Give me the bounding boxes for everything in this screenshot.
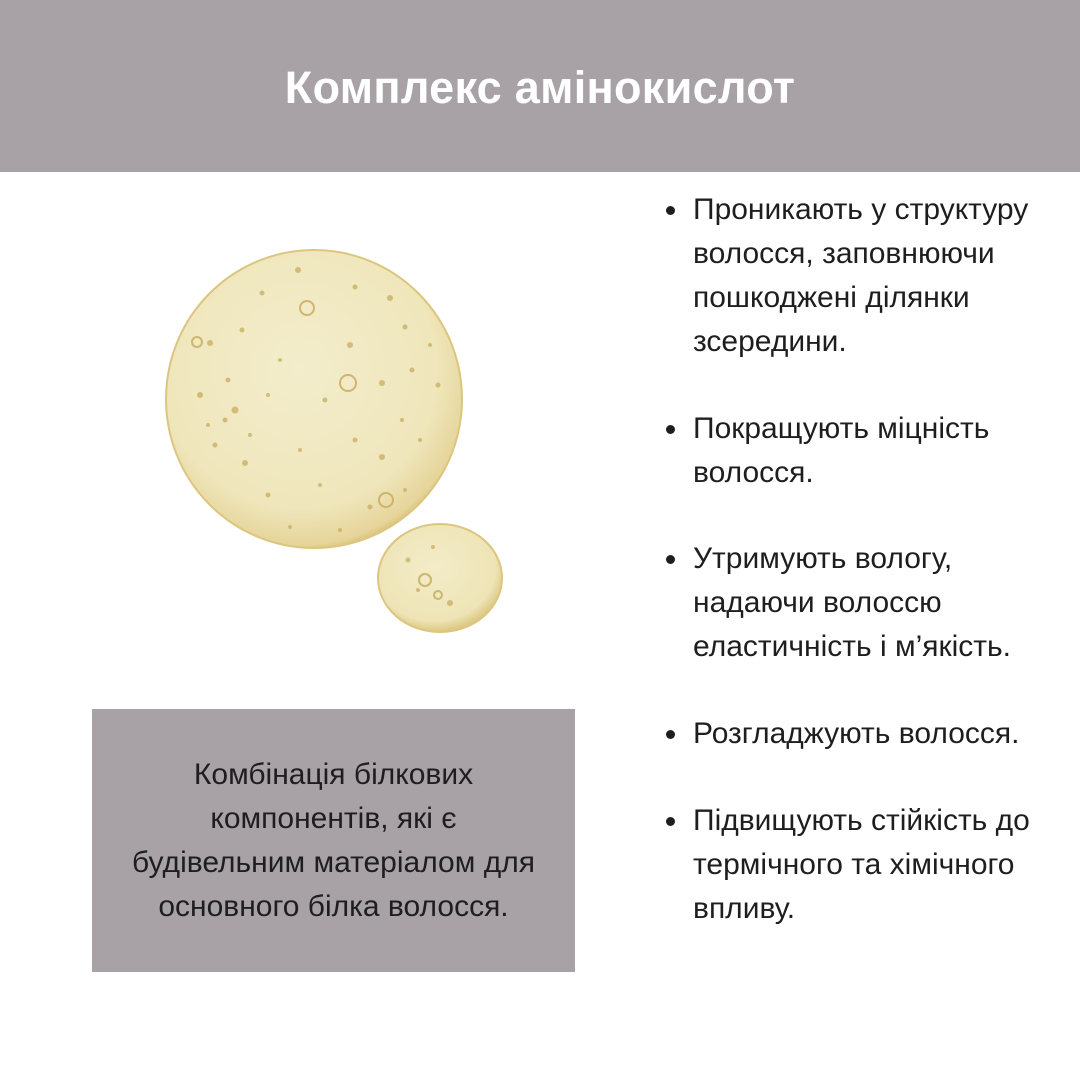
benefit-text: Покращують міцність волосся. [693, 412, 990, 489]
bullet-icon [666, 555, 675, 564]
description-text: Комбінація білкових компонентів, які є будівельним матеріалом для основного білка волосся. [132, 757, 535, 923]
large-drop [166, 250, 462, 548]
bullet-icon [666, 817, 675, 826]
bullet-icon [666, 206, 675, 215]
list-item [662, 537, 1072, 669]
benefit-text: Утримують вологу, надаючи волоссю еластичність і м’якість. [693, 542, 1011, 663]
page-title: Комплекс амінокислот [284, 62, 796, 113]
list-item [662, 188, 1072, 364]
small-drop [378, 524, 502, 632]
bullet-icon [666, 425, 675, 434]
bullet-icon [666, 730, 675, 739]
benefit-text: Проникають у структуру волосся, заповнюючи пошкоджені ділянки зсередини. [693, 193, 1029, 358]
description-box [92, 709, 575, 972]
header-banner [0, 0, 1080, 172]
list-item [662, 799, 1072, 931]
benefit-text: Підвищують стійкість до термічного та хімічного впливу. [693, 804, 1030, 925]
serum-drops-image [150, 235, 520, 655]
benefits-list [662, 188, 1072, 931]
benefit-text: Розгладжують волосся. [693, 717, 1020, 750]
list-item [662, 407, 1072, 495]
list-item [662, 712, 1072, 756]
